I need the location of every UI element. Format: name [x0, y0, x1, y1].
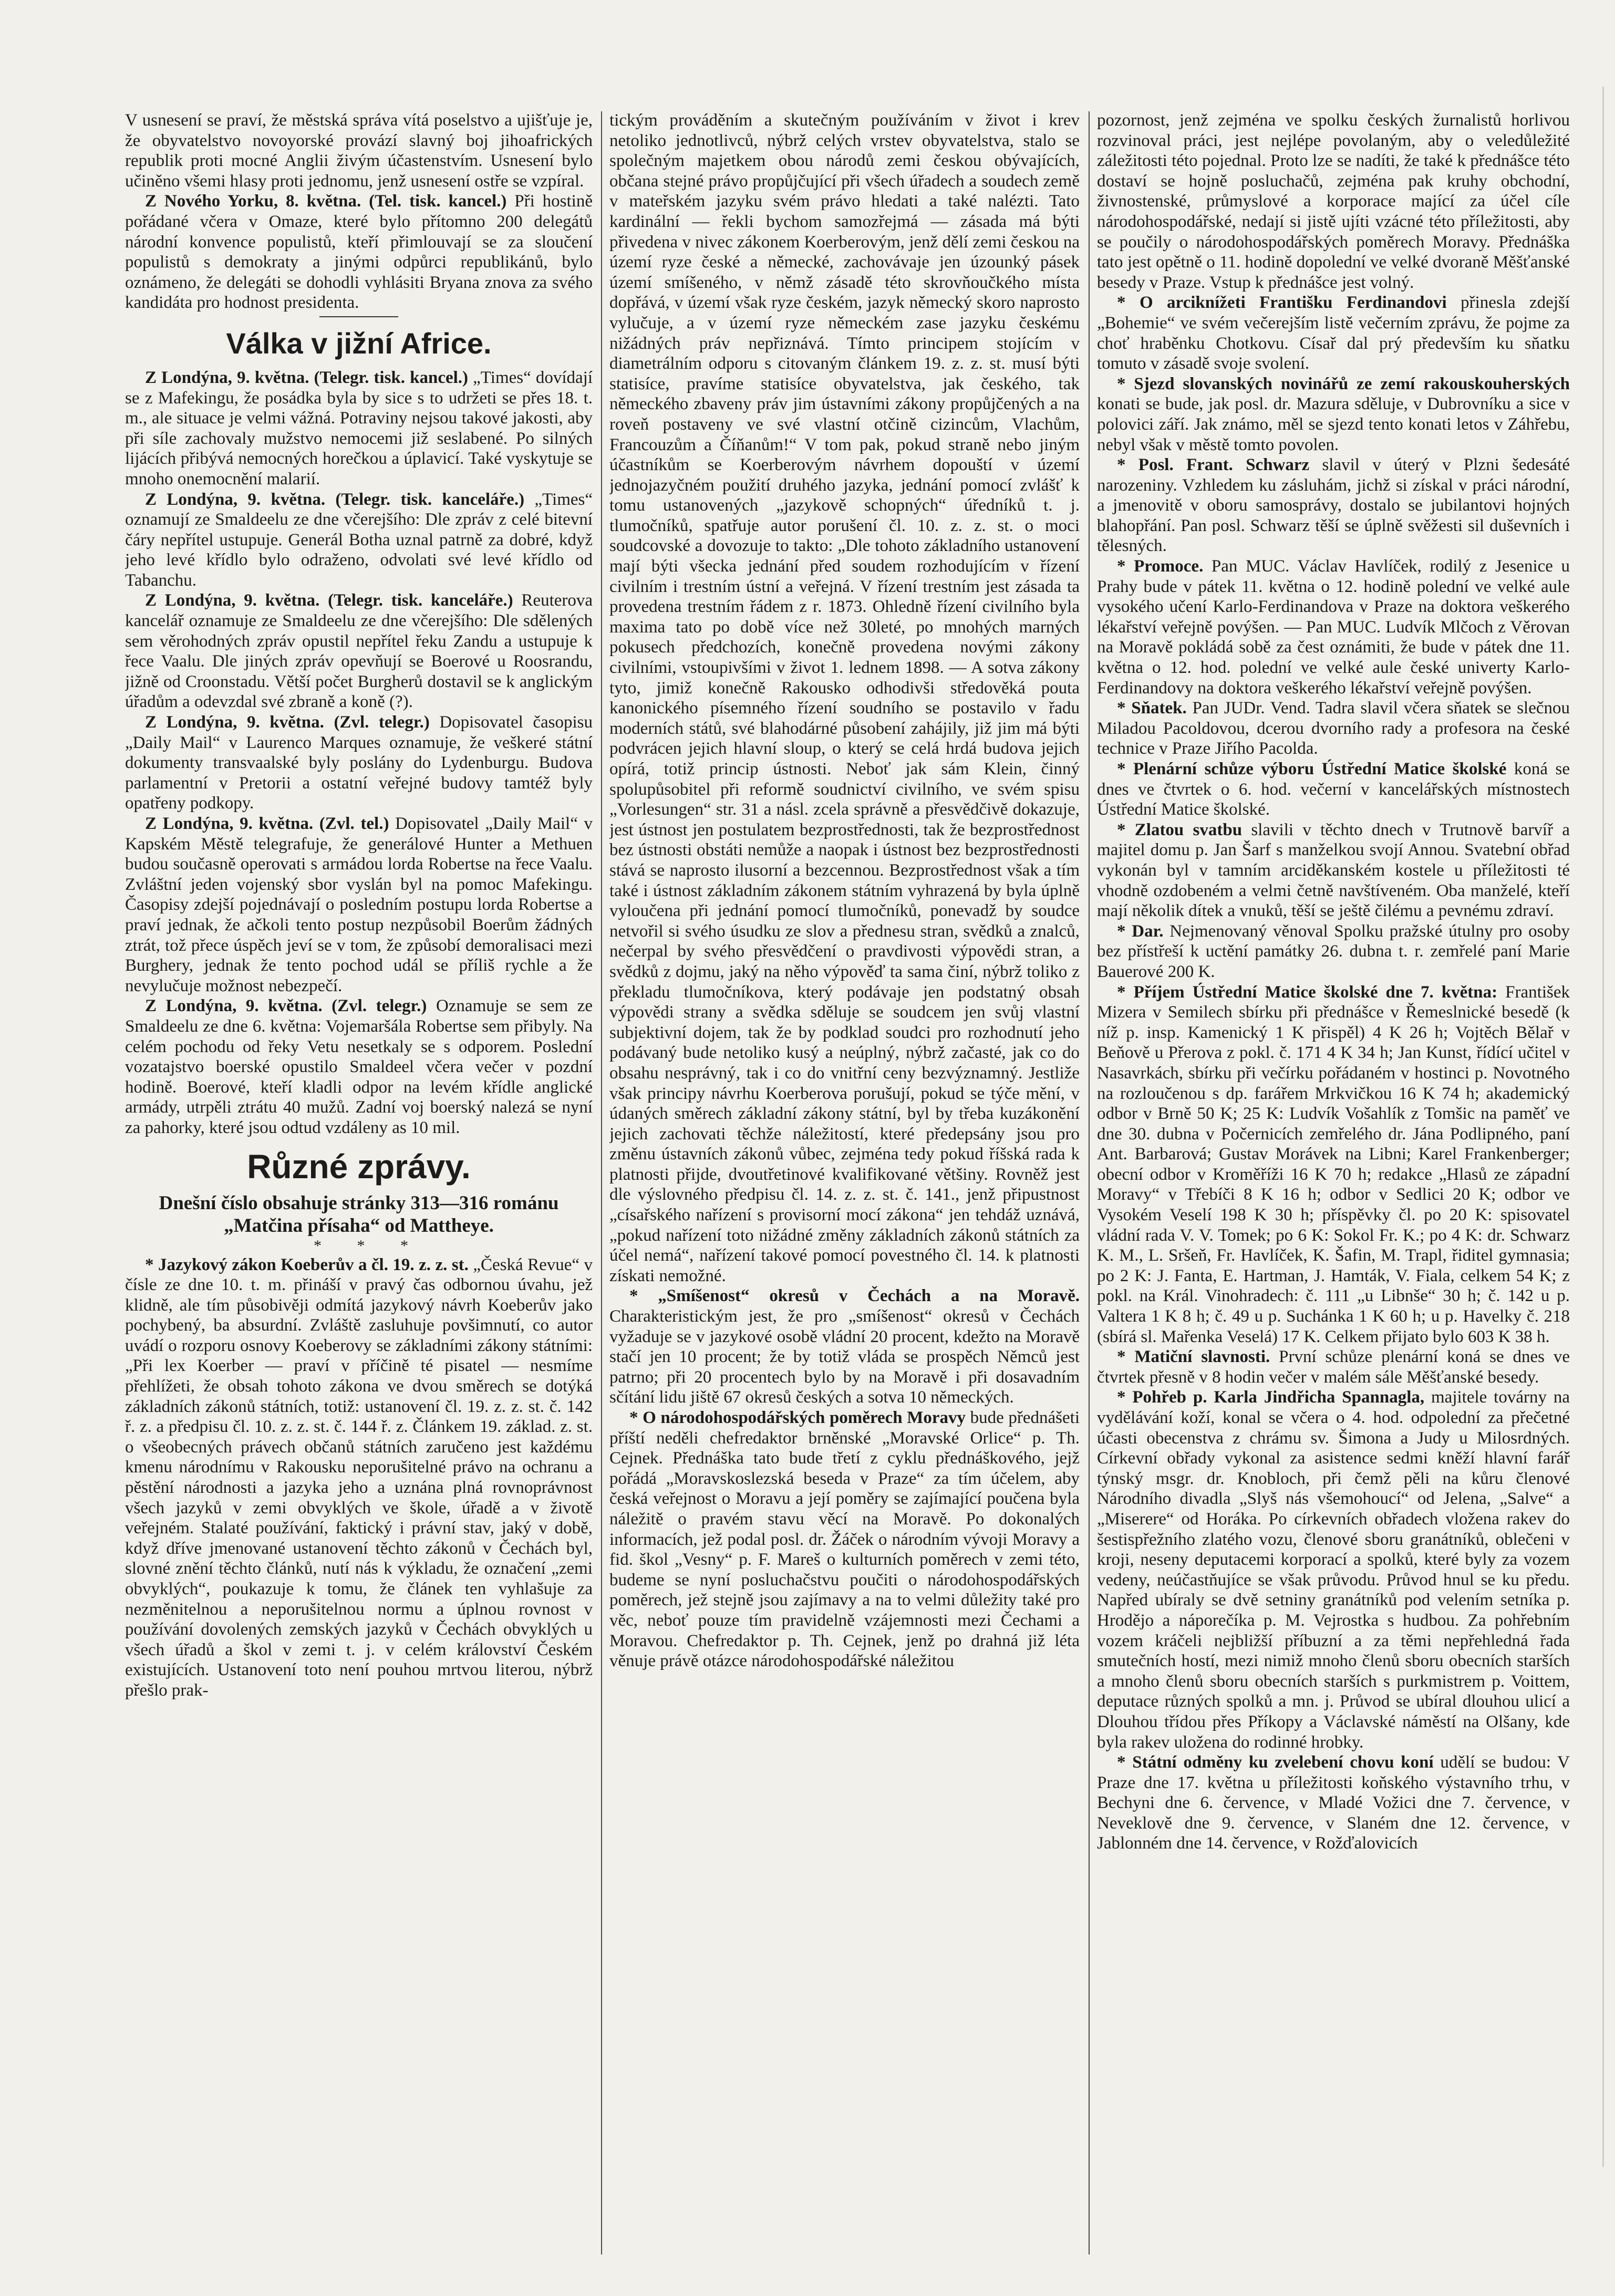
- news-item: [1097, 759, 1570, 820]
- news-text: První schůze plenární koná se dnes ve čtvrtek přesně v 8 hodin večer v malém sále Měšťanské besedy.: [1097, 1347, 1570, 1387]
- dateline: Z Nového Yorku, 8. května. (Tel. tisk. kancel.): [145, 192, 507, 211]
- news-text: slavili v těchto dnech v Trutnově barvíř a majitel domu p. Jan Šarf s manželkou svojí Annou. Svatební obřad vykonán byl v tamním arciděkanském kostele u příležitosti té vhodně ozdobeném a velmi četně navštíveném. Oba manželé, kteří mají několik dítek a vnuků, těší se ještě čilému a pevnému zdraví.: [1097, 820, 1570, 921]
- column-2: [609, 110, 1080, 2264]
- article-paragraph: V usnesení se praví, že městská správa vítá poselstvo a ujišťuje je, že obyvatelstvo novoyorské provází slavný boj jihoafrických republik proti mocné Anglii živým účastenstvím. Usnesení bylo učiněno všemi hlasy proti jednomu, jenž usnesení ostře se vzpíral.: [125, 111, 593, 191]
- column-3: [1097, 110, 1570, 2264]
- column-1: [125, 110, 593, 2264]
- news-item: [1097, 374, 1570, 455]
- item-heading: * Posl. Frant. Schwarz: [1117, 455, 1310, 475]
- news-item: [125, 490, 593, 591]
- news-text: koná se dnes ve čtvrtek o 6. hod. večerní v kancelářských místnostech Ústřední Matice školské.: [1097, 760, 1570, 819]
- item-heading: * Příjem Ústřední Matice školské dne 7. května:: [1117, 982, 1498, 1002]
- item-heading: * Sňatek.: [1117, 699, 1187, 718]
- news-item: [125, 1255, 593, 1701]
- news-text: Pan MUC. Václav Havlíček, rodilý z Jesenice u Prahy bude v pátek 11. května o 12. hodině polední ve velké aule vysokého učení Karlo-Ferdinandova v Praze na doktora veškerého lékařství veřejně povýšen. — Pan MUC. Ludvík Mlčoch z Věrovan na Moravě pokládá sobě za čest oznámiti, že bude v pátek dne 11. května o 12. hod. polední ve velké aule české univerty Karlo-Ferdinandovy na doktora veškerého lékařství veřejně povýšen.: [1097, 557, 1570, 698]
- news-text: přinesla zdejší „Bohemie“ ve svém večerejším listě večerním zprávu, že pojme za choť hraběnku Chotkovu. Císař dal prý především ku sňatku tomuto v zásadě svoje svolení.: [1097, 293, 1570, 373]
- column-rule-1: [601, 111, 602, 2255]
- dateline: Z Londýna, 9. května. (Zvl. telegr.): [145, 713, 430, 732]
- novel-notice: Dnešní číslo obsahuje stránky 313—316 románu „Matčina přísaha“ od Mattheye.: [159, 1192, 559, 1237]
- news-text: Reuterova kancelář oznamuje ze Smaldeelu ze dne včerejšího: Dle sdělených sem věrohodných zpráv opustil nepřítel řeku Zandu a ustupuje k řece Vaalu. Dle jiných zpráv opevňují se Boerové u Roosrandu, jižně od Croonstadu. Větší počet Burgherů dostavil se k anglickým úřadům a odevzdal své zbraně a koně (?).: [125, 591, 593, 712]
- news-item: [1097, 982, 1570, 1347]
- news-text: František Mizera v Semilech sbírku při přednášce v Řemeslnické besedě (k níž p. insp. Kamenický 1 K přispěl) 4 K 26 h; Vojtěch Bělař v Beňově u Přerova z pokl. č. 171 4 K 34 h; Jan Kunst, řídící učitel v Nasavrkách, sbírku při večírku pořádaném v hostinci p. Novotného na rozloučenou s dp. farářem Mrkvičkou 16 K 74 h; akademický odbor v Brně 50 K; 25 K: Ludvík Vošahlík z Tomšic na paměť ve dne 30. dubna v Počernicích zemřelého dr. Jána Podlipného, paní Ant. Barbarová; Gustav Morávek na Libni; Karel Frankenberger; obecní odbor v Kroměříži 16 K 70 h; redakce „Hlasů ze západní Moravy“ v Třebíči 8 K 16 h; odbor v Sedlici 20 K; odbor ve Vysokém Veselí 198 K 30 h; příspěvky čl. po 20 K: spisovatel vládní rada V. V. Tomek; po 6 K: Sokol Fr. K.; po 4 K: dr. Schwarz K. M., L. Sršeň, Fr. Havlíček, K. Šafin, M. Trapl, řiditel gymnasia; po 2 K: J. Fanta, E. Hartman, J. Hamták, V. Fiala, celkem 54 K; z pokl. na Král. Vinohradech: č. 111 „u Libnše“ 30 h; č. 142 u p. Valtera 1 K 8 h; č. 49 u p. Suchánka 1 K 60 h; u p. Havelky č. 218 (sbírá sl. Mařenka Veselá) 17 K. Celkem přijato bylo 603 K 38 h.: [1097, 982, 1570, 1346]
- item-heading: * Jazykový zákon Koeberův a čl. 19. z. z. st.: [145, 1255, 469, 1274]
- news-item: [609, 1408, 1080, 1671]
- news-item: [609, 1286, 1080, 1408]
- news-item: [125, 368, 593, 490]
- news-item: [125, 712, 593, 814]
- item-heading: * Sjezd slovanských novinářů ze zemí rakouskouherských: [1117, 374, 1570, 393]
- news-item: [1097, 556, 1570, 698]
- item-heading: * Dar.: [1117, 921, 1164, 941]
- news-item: [1097, 293, 1570, 373]
- news-item: [125, 814, 593, 996]
- dateline: Z Londýna, 9. května. (Telegr. tisk. kanceláře.): [145, 490, 525, 509]
- news-text: Charakteristickým jest, že pro „smíšenost“ okresů v Čechách vyžaduje se v jazykové osobě vládní 20 procent, kdežto na Moravě stačí jen 10 procent; že by totiž vláda se prospěch Němců jest patrno; při 20 procentech bylo by na Moravě i při dosavadním sčítání lidu jiště 67 okresů českých a sotva 10 německých.: [609, 1307, 1080, 1407]
- news-text: konati se bude, jak posl. dr. Mazura sděluje, v Dubrovníku a sice v polovici září. Jak známo, měl se sjezd tento konati letos v Záhřebu, nebyl však v městě tomto povolen.: [1097, 394, 1570, 454]
- news-text: Dopisovatel „Daily Mail“ v Kapském Městě telegrafuje, že generálové Hunter a Methuen budou současně operovati s armádou lorda Robertse na řece Vaalu. Zvláštní jeden vojenský sbor vyslán byl na pomoc Mafekingu. Časopisy zdejší pojednávají o posledním postupu lorda Robertse a praví jednak, že ačkoli tento postup nezpůsobil Boerům žádných ztrát, tož přece úspěch jeví se v tom, že způsobí demoralisaci mezi Burghery, jednak že tento pochod udál se příliš rychle a že nevylučuje možnost nebezpečí.: [125, 814, 593, 995]
- separator-rule: [319, 316, 398, 317]
- item-heading: * „Smíšenost“ okresů v Čechách a na Moravě.: [629, 1286, 1080, 1306]
- dateline: Z Londýna, 9. května. (Zvl. telegr.): [145, 996, 427, 1016]
- item-heading: * Promoce.: [1117, 557, 1204, 576]
- news-item: [1097, 921, 1570, 982]
- news-item: [1097, 1347, 1570, 1387]
- item-heading: * Zlatou svatbu: [1117, 820, 1243, 839]
- item-heading: * Státní odměny ku zvelebení chovu koní: [1117, 1753, 1434, 1772]
- star-separator: * * *: [314, 1237, 424, 1254]
- article-continuation: pozornost, jenž zejména ve spolku českých žurnalistů horlivou rozvinoval práci, jest nejlépe povolaným, aby o veledůležité záležitosti této pojednal. Proto lze se nadíti, že také k přednášce této dostaví se hojně posluchačů, zejména pak kruhy obchodní, živnostenské, průmyslové a korporace mající za účel cíle národohospodářské, nedají si jistě ujíti vzácné této příležitosti, aby se poučily o národohospodářských poměrech Moravy. Přednáška tato jest opětně o 11. hodině dopolední ve velké dvoraně Měšťanské besedy v Praze. Vstup k přednášce jest volný.: [1097, 111, 1570, 292]
- dateline: Z Londýna, 9. května. (Zvl. tel.): [145, 814, 389, 833]
- news-text: slavil v úterý v Plzni šedesáté narozeniny. Vzhledem ku zásluhám, jichž si získal v práci národní, a jmenovitě v oboru samosprávy, dostalo se jubilantovi hojných blahopřání. Pan posl. Schwarz těší se úplně svěžesti sil duševních i tělesných.: [1097, 455, 1570, 556]
- news-text: Nejmenovaný věnoval Spolku pražské útulny pro osoby bez přístřeší k uctění památky 26. dubna t. r. zemřelé paní Marie Bauerové 200 K.: [1097, 921, 1570, 981]
- item-heading: * O národohospodářských poměrech Moravy: [629, 1408, 966, 1427]
- news-item: [125, 996, 593, 1138]
- section-heading-news: Různé zprávy.: [247, 1147, 471, 1186]
- item-heading: * O arciknížeti Františku Ferdinandovi: [1117, 293, 1447, 313]
- news-item: [1097, 1387, 1570, 1752]
- news-text: „Times“ dovídají se z Mafekingu, že posádka byla by sice s to udržeti se přes 18. t. m., ale situace je velmi vážná. Potraviny nejsou takové jakosti, aby při síle zachovaly mužstvo nemocemi již seslabené. Po silných lijácích přibývá nemocných horečkou a úplavicí. Také vyskytuje se mnoho onemocnění malarií.: [125, 368, 593, 489]
- dateline: Z Londýna, 9. května. (Telegr. tisk. kanceláře.): [145, 591, 513, 610]
- news-text: „Times“ oznamují ze Smaldeelu ze dne včerejšího: Dle zpráv z celé bitevní čáry nepřítel ustupuje. Generál Botha uznal patrně za dobré, když jeho levé křídlo bylo odraženo, odvolati své levé křídlo od Tabanchu.: [125, 490, 593, 590]
- news-text: udělí se budou: V Praze dne 17. května u příležitosti koňského výstavního trhu, v Bechyni dne 6. července, v Mladé Vožici dne 7. července, v Neveklově dne 9. července, v Slaném dne 12. července, v Jablonném dne 14. července, v Rožďalovicích: [1097, 1753, 1570, 1853]
- news-item: [1097, 820, 1570, 921]
- news-text: Oznamuje se sem ze Smaldeelu ze dne 6. května: Vojemaršála Robertse sem přibyly. Na celém pochodu od řeky Vetu nesetkaly se s odporem. Poslední vozatajstvo boerské opustilo Smaldeel včera večer v pozdní hodině. Boerové, kteří kladli odpor na levém křídle anglické armády, utrpěli ztrátu 40 mužů. Zadní voj boerský nalezá se nyní za pahorky, které jsou odtud vzdáleny as 10 mil.: [125, 996, 593, 1137]
- news-item: [125, 590, 593, 712]
- news-item: [1097, 455, 1570, 556]
- news-text: Při hostině pořádané včera v Omaze, které bylo přítomno 200 delegátů národní konvence populistů, kteří přimlouvají se za sloučení populistů s demokraty a jinými odpůrci republikánů, bylo oznámeno, že delegáti se dohodli vyhlásiti Bryana znova za svého kandidáta pro hodnost presidenta.: [125, 192, 593, 313]
- column-rule-2: [1089, 111, 1090, 2255]
- news-item: [1097, 698, 1570, 759]
- news-text: „Česká Revue“ v čísle ze dne 10. t. m. přináší v pravý čas odbornou úvahu, jež klidně, ale tím působivěji odmítá jazykový návrh Koeberův jako pochybený, ba absurdní. Zvláště zasluhuje povšimnutí, co autor uvádí o rozporu osnovy Koeberovy se základními zákony státními: „Při lex Koerber — praví v příčině té pisatel — nesmíme přehlížeti, že obsah tohoto zákona ve dvou směrech se dotýká základních zákonů státních, totiž: ustanovení čl. 19. z. z. st. č. 142 ř. z. a předpisu čl. 10. z. z. st. č. 144 ř. z. Článkem 19. základ. z. st. o všeobecných právech občanů státních zaručeno jest každému kmenu národnímu v Rakousku neporušitelné právo na ochranu a pěstění národnosti a jazyka jeho a uznána plná rovnoprávnost všech jazyků v zemi obvyklých ve škole, úřadě a v životě veřejném. Stalaté používání, faktický i právní stav, jaký v době, když dříve jmenované ustanovení těchto zákonů v Čechách byl, slovné znění těchto článků, nutí nás k výkladu, že označení „zemi obvyklých“, poukazuje k tomu, že článek ten vyhlašuje za nezměnitelnou a neporušitelnou normu a úplnou rovnost v používání dovolených zemských jazyků v Čechách obvyklých u všech úřadů a škol v zemi t. j. v celém království Českém existujících. Ustanovení toto není pouhou mrtvou literou, nýbrž přešlo prak-: [125, 1255, 593, 1700]
- article-continuation: tickým prováděním a skutečným používáním v život i krev netoliko jednotlivců, nýbrž celých vrstev obyvatelstva, stalo se společným majetkem obou národů zemi českou obývajících, občana stejné právo propůjčující při všech úřadech a soudech země v mateřském jazyku svém právo hledati a také nalézti. Tato kardinální — řekli bychom samozřejmá — zásada má býti přivedena v nivec zákonem Koerberovým, jenž dělí zemi českou na území ryze české a německé, zachovávaje jen úzounký pásek území smíšeného, v němž zásadě této skrovňoučkého místa dopřává, v území však ryze českém, jazyk německý skoro naprosto vylučuje, a v území ryze německém zase jazyku českému nižádných práv nepřiznává. Tímto principem stojícím v diametrálním odporu s citovaným článkem 19. z. z. st. musí býti statisíce, pravíme statisíce obyvatelstva, jak českého, tak německého zbaveny práv jim ústavními zákony propůjčených a na roveň postaveny ve své vlastní otčině cizincům, Vlachům, Francouzům a Číňanům!“ V tom pak, pokud straně nebo jiným účastníkům se Koerberovým návrhem dopouští v území jednojazyčném použití druhého jazyka, jednání pomocí zvlášť k tomu ustanovených „jazykově schopných“ úředníků t. j. tlumočníků, spatřuje autor porušení čl. 10. z. z. st. o moci soudcovské a dovozuje to takto: „Dle tohoto základního ustanovení mají býti všecka jednání před soudem rozhodujícím v řízení civilním i trestním ústní a veřejná. V řízení trestním jest zásada ta provedena trestním řádem z r. 1873. Ohledně řízení civilního byla maxima tato po době více než 30leté, po mnohých marných pokusech předchozích, konečně provedena novými zákony civilními, vstoupivšími v život 1. lednem 1898. — A sotva zákony tyto, jimiž konečně Rakousko odhodivši středověká pouta kanonického písemného řízení soudního se postavilo v řadu moderních států, své blahodárné působení zahájily, již jim má býti podvrácen jejich hlavní sloup, o který se celá hrdá budova jejich opírá, totiž princip ústnosti. Neboť jak sám Klein, činný spolupůsobitel při reformě soudnictví civilního, ve svém spisu „Vorlesungen“ str. 31 a násl. zcela správně a přesvědčivě dokazuje, jest ústnost jen postulatem bezprostřednosti, tak že bezprostřednost bez ústnosti obstáti nemůže a naopak i ústnost bez bezprostřednosti stává se naprosto ilusorní a bezcennou. Bezprostřednost však a tím také i ústnost základním zákonem státním vyhrazená by byla úplně vyloučena při jednání pomocí tlumočníků, ponevadž by soudce netvořil si svého úsudku ze slov a přednesu stran, svědků a znalců, nečerpal by svého přesvědčení o pravdivosti výpovědi stran, a svědků z dojmu, jaký na něho výpověď ta sama činí, nýbrž toliko z překladu tlumočníkova, který podávaje jen podstatný obsah výpovědi strany a svědka sděluje se soudcem jen svůj vlastní subjektivní dojem, tak že by podklad soudci pro rozhodnutí jeho podávaný bude netoliko kusý a neúplný, nýbrž začasté, jak co do obsahu nesprávný, tak i co do vnitřní ceny bezvýznamný. Jestliže však principy návrhu Koerberova porušují, pokud se týče mění, v údaných směrech základní zákony státní, byl by třeba kuzákonění jejich zachovati těchže náležitostí, které předepsány jsou pro změnu ústavních zákonů vůbec, zejména tedy pokud říšská rada k platnosti přijde, dvoutřetinové kvalifikované většiny. Rovněž jest dle výslovného předpisu čl. 14. z. z. st. č. 141., jenž připustnost „císařského nařízení s provisorní mocí zákona“ jen tehdáž uznává, „pokud nařízení toto nižádné změny základních zákonů státních za účel nemá“, nařízení takové pomocí povestného čl. 14. k platnosti získati nemožné.: [609, 111, 1080, 1285]
- section-heading-africa: Válka v jižní Africe.: [226, 326, 492, 360]
- news-item: [1097, 1752, 1570, 1854]
- item-heading: * Matiční slavnosti.: [1117, 1347, 1270, 1367]
- news-text: Dopisovatel časopisu „Daily Mail“ v Laurenco Marques oznamuje, že veškeré státní dokumenty transvaalské byly poslány do Lydenburgu. Budova parlamentní v Pretorii a ostatní veřejné budovy tamtéž byly opatřeny podkopy.: [125, 713, 593, 813]
- item-heading: * Plenární schůze výboru Ústřední Matice školské: [1117, 760, 1507, 778]
- news-item: [125, 191, 593, 313]
- news-text: majitele továrny na vydělávání koží, konal se včera o 4. hod. odpolední za přečetné účasti obecenstva z chrámu sv. Šimona a Judy u Milosrdných. Církevní obřady vykonal za asistence sedmi kněží hlavní farář týnský msgr. dr. Knobloch, při čemž pěli na kůru členové Národního divadla „Slyš nás všemohoucí“ od Jelena, „Salve“ a „Miserere“ od Horáka. Po církevních obřadech vložena rakev do šestispřežního zlatého vozu, členové sboru granátníků, oblečeni v kroji, neseny deputacemi korporací a spolků, které byly za vozem vedeny, neúčastňujíce se však průvodu. Průvod hnul se ku předu. Napřed ubíraly se dvě setniny granátníků pod velením setníka p. Hrodějo a náporečíka p. M. Vejrostka s hudbou. Za pohřebním vozem kráčeli nejbližší příbuzní a za těmi nepřehledná řada smutečních hostí, mezi nimiž mnoho členů sboru obecních starších a mnoho členů sboru obecních starších s purkmistrem p. Voittem, deputace různých spolků a mn. j. Průvod se ubíral dlouhou ulicí a Dlouhou třídou přes Příkopy a Václavské náměstí na Olšany, kde byla rakev uložena do rodinné hrobky.: [1097, 1388, 1570, 1752]
- news-text: bude přednášeti příští neděli chefredaktor brněnské „Moravské Orlice“ p. Th. Cejnek. Přednáška tato bude třetí z cyklu přednáškového, jejž pořádá „Moravskoslezská beseda v Praze“ za tím účelem, aby česká veřejnost o Moravu a její poměry se zajímající poučena byla náležitě o pravém stavu věcí na Moravě. Po dokonalých informacích, jež podal posl. dr. Žáček o národním vývoji Moravy a fid. škol „Vesny“ p. F. Mareš o kulturních poměrech v zemi této, budeme se nyní posluchačstvu poučiti o národohospodářských poměrech, jež stejně jsou zajímavy a na to velmi důležity také pro věc, neboť pouze tím pravidelně vzájemnosti mezi Čechami a Moravou. Chefredaktor p. Th. Cejnek, jenž po drahná již léta věnuje právě otázce národohospodářské náležitou: [609, 1408, 1080, 1671]
- news-text: Pan JUDr. Vend. Tadra slavil včera sňatek se slečnou Miladou Pacoldovou, dcerou dvorního rady a profesora na české technice v Praze Jiřího Pacolda.: [1097, 699, 1570, 759]
- dateline: Z Londýna, 9. května. (Telegr. tisk. kancel.): [145, 368, 469, 387]
- item-heading: * Pohřeb p. Karla Jindřicha Spannagla,: [1117, 1388, 1425, 1407]
- binding-edge: [1602, 87, 1604, 2167]
